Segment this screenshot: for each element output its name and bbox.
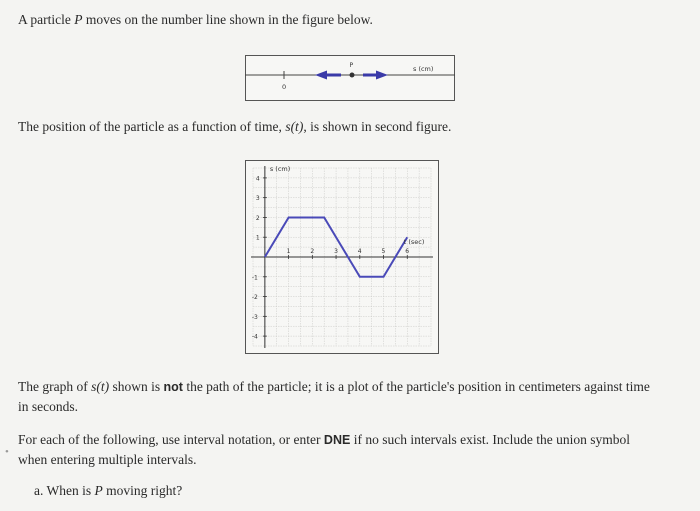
position-time-chart xyxy=(245,160,439,354)
y-tick-label: -4 xyxy=(251,333,258,341)
intro-text xyxy=(18,10,373,29)
caption-post: the path of the particle; it is a plot of the particle's position in centimeters against time in seconds. xyxy=(18,379,650,414)
y-tick-label: -1 xyxy=(251,274,258,282)
particle-dot xyxy=(350,73,355,78)
x-tick-label: 3 xyxy=(334,248,338,255)
y-tick-label: 1 xyxy=(255,234,260,242)
y-tick-label: -2 xyxy=(251,294,258,302)
intro-post: moves on the number line shown in the figure below. xyxy=(82,12,373,27)
x-tick-label: 2 xyxy=(310,248,315,255)
instructions-text xyxy=(18,430,658,469)
x-tick-label: 4 xyxy=(357,248,362,255)
position-func: s(t) xyxy=(285,119,304,134)
caption-emph: not xyxy=(163,380,183,394)
number-line-axis-label: s (cm) xyxy=(413,65,434,73)
instructions-post: if no such intervals exist. Include the union symbol when entering multiple intervals. xyxy=(18,432,631,467)
y-axis-label: s (cm) xyxy=(269,165,291,173)
caption-func: s(t) xyxy=(91,379,110,394)
question-a-post: moving right? xyxy=(102,483,183,498)
caption-mid: shown is xyxy=(109,379,164,394)
instructions-pre: For each of the following, use interval notation, or enter xyxy=(18,432,324,447)
position-text xyxy=(18,117,451,136)
caption-text xyxy=(18,377,658,416)
position-pre: The position of the particle as a function of time, xyxy=(18,119,286,134)
x-tick-label: 6 xyxy=(405,248,410,255)
dne-keyword: DNE xyxy=(323,433,351,447)
y-tick-label: 2 xyxy=(255,214,260,222)
number-line-figure xyxy=(245,55,455,101)
margin-dot: • xyxy=(5,446,9,458)
x-tick-label: 1 xyxy=(286,248,291,255)
particle-label: P xyxy=(349,62,354,69)
position-post: , is shown in second figure. xyxy=(303,119,452,134)
x-axis-label: t (sec) xyxy=(403,238,425,246)
y-tick-label: 4 xyxy=(255,175,260,183)
y-tick-label: 3 xyxy=(255,195,260,203)
y-tick-label: -3 xyxy=(251,313,258,321)
caption-pre: The graph of xyxy=(18,379,92,394)
zero-label: 0 xyxy=(282,83,287,91)
question-a-pre: a. When is xyxy=(34,483,95,498)
x-tick-label: 5 xyxy=(381,248,386,255)
question-a xyxy=(34,481,182,500)
question-a-var: P xyxy=(94,483,103,498)
intro-pre: A particle xyxy=(18,12,75,27)
intro-var: P xyxy=(74,12,83,27)
